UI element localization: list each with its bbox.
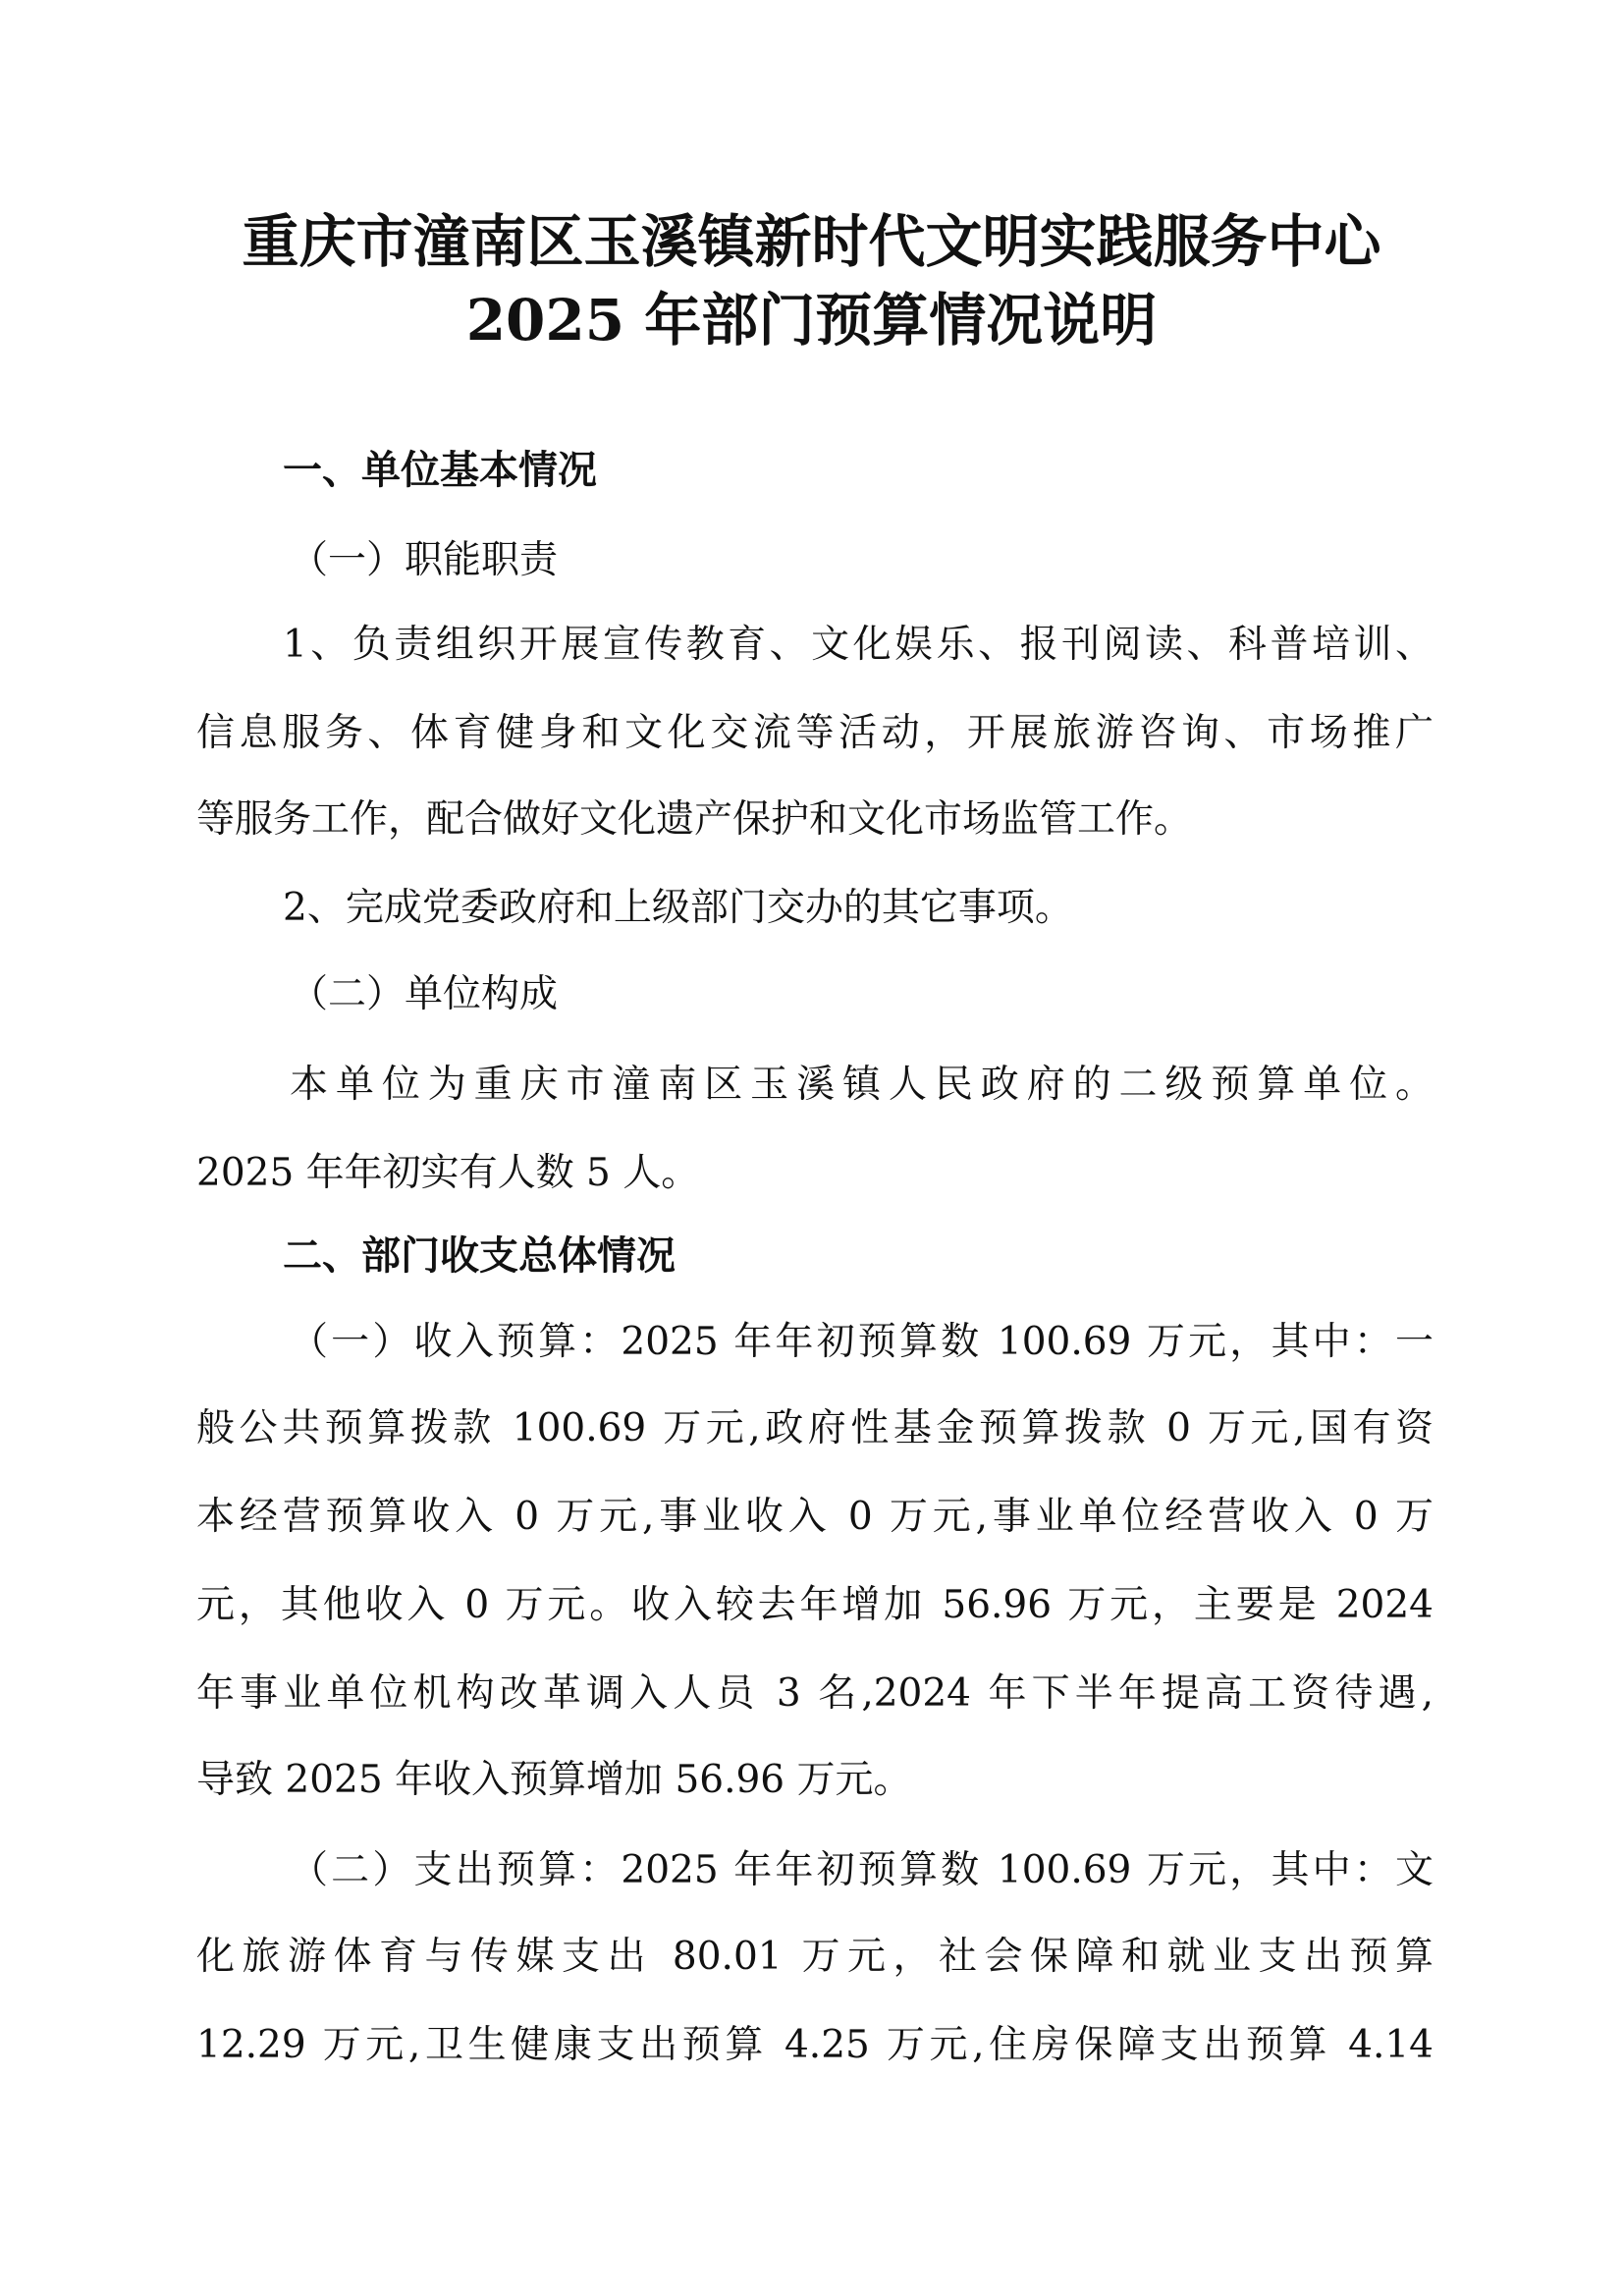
section-heading-1: 一、单位基本情况 bbox=[283, 448, 597, 493]
document-title-line-1: 重庆市潼南区玉溪镇新时代文明实践服务中心 bbox=[242, 208, 1381, 275]
paragraph-line: 等服务工作，配合做好文化遗产保护和文化市场监管工作。 bbox=[196, 797, 1193, 842]
paragraph-line: 元，其他收入 0 万元。收入较去年增加 56.96 万元，主要是 2024 bbox=[196, 1583, 1434, 1627]
subsection-heading-duties: （一）职能职责 bbox=[290, 538, 559, 582]
paragraph-line: （二）支出预算：2025 年年初预算数 100.69 万元，其中：文 bbox=[290, 1848, 1434, 1892]
paragraph-line: 2025 年年初实有人数 5 人。 bbox=[196, 1151, 700, 1195]
paragraph-line: 年事业单位机构改革调入人员 3 名,2024 年下半年提高工资待遇, bbox=[196, 1671, 1434, 1716]
paragraph-line: 2、完成党委政府和上级部门交办的其它事项。 bbox=[283, 886, 1073, 930]
paragraph-line: 本经营预算收入 0 万元,事业收入 0 万元,事业单位经营收入 0 万 bbox=[196, 1495, 1434, 1539]
subsection-heading-composition: （二）单位构成 bbox=[290, 972, 559, 1016]
paragraph-line: 信息服务、体育健身和文化交流等活动，开展旅游咨询、市场推广 bbox=[196, 711, 1434, 755]
paragraph-line: 般公共预算拨款 100.69 万元,政府性基金预算拨款 0 万元,国有资 bbox=[196, 1406, 1434, 1450]
paragraph-line: 12.29 万元,卫生健康支出预算 4.25 万元,住房保障支出预算 4.14 bbox=[196, 2023, 1434, 2067]
paragraph-line: 1、负责组织开展宣传教育、文化娱乐、报刊阅读、科普培训、 bbox=[283, 623, 1434, 667]
section-heading-2: 二、部门收支总体情况 bbox=[283, 1233, 676, 1279]
document-title-line-2: 2025 年部门预算情况说明 bbox=[465, 287, 1158, 354]
paragraph-line: 化旅游体育与传媒支出 80.01 万元，社会保障和就业支出预算 bbox=[196, 1935, 1434, 1979]
paragraph-line: 导致 2025 年收入预算增加 56.96 万元。 bbox=[196, 1758, 912, 1802]
paragraph-line: （一）收入预算：2025 年年初预算数 100.69 万元，其中：一 bbox=[290, 1320, 1434, 1364]
paragraph-line: 本单位为重庆市潼南区玉溪镇人民政府的二级预算单位。 bbox=[290, 1063, 1434, 1107]
